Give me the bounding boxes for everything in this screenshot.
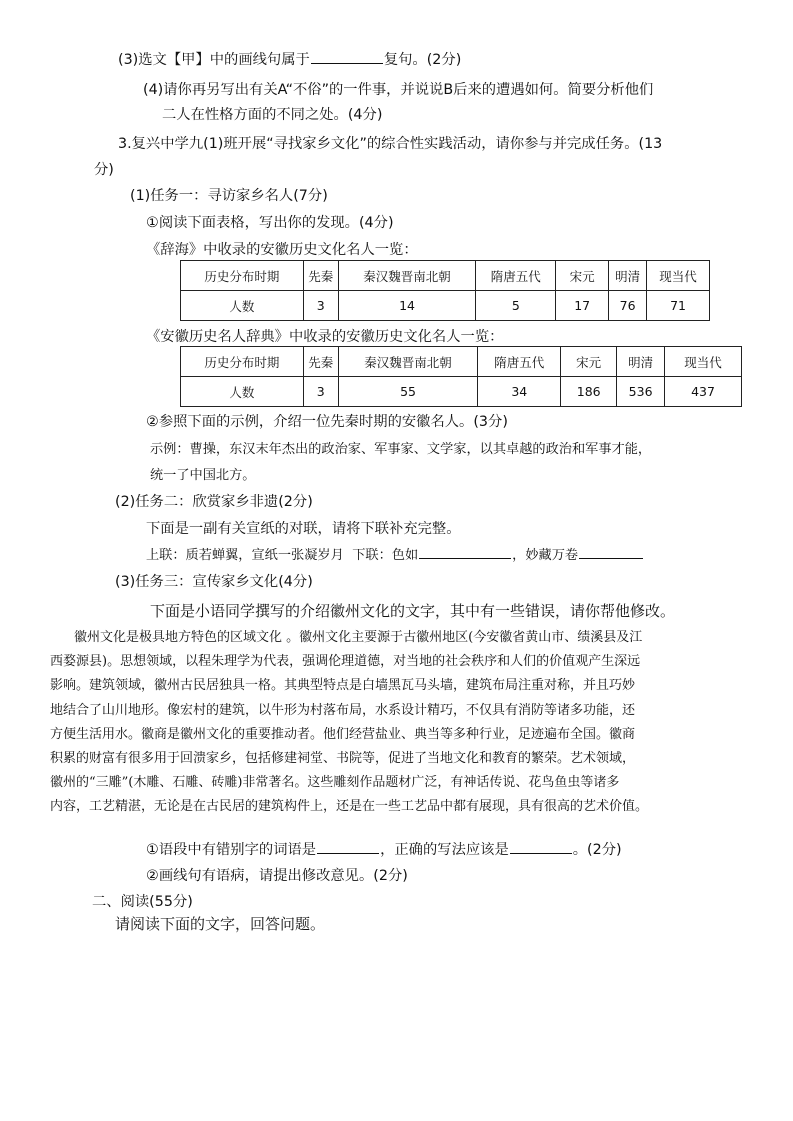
table-cell: 55 xyxy=(338,377,478,407)
example-line1: 示例：曹操，东汉末年杰出的政治家、军事家、文学家，以其卓越的政治和军事才能， xyxy=(150,442,652,457)
table-header-cell: 宋元 xyxy=(561,347,617,377)
table-header-cell: 隋唐五代 xyxy=(478,347,561,377)
table-cihai xyxy=(180,260,710,321)
table-cell: 人数 xyxy=(181,377,304,407)
table-header-cell: 隋唐五代 xyxy=(476,261,556,291)
table-cell: 71 xyxy=(647,291,710,321)
table-header-cell: 历史分布时期 xyxy=(181,347,304,377)
passage-line: 方便生活用水。徽商是徽州文化的重要推动者。他们经营盐业、典当等多种行业，足迹遍布全国。徽商 xyxy=(50,726,636,742)
task3-title: (3)任务三：宣传家乡文化(4分) xyxy=(115,574,313,590)
couplet-lower-prefix: 下联：色如 xyxy=(352,548,419,563)
table-cell: 3 xyxy=(303,377,338,407)
question-3-line2: 分) xyxy=(94,162,114,178)
task1-sub2: ②参照下面的示例，介绍一位先秦时期的安徽名人。(3分) xyxy=(146,414,508,430)
couplet-lower-suffix: ，妙藏万卷 xyxy=(512,548,579,563)
table-header-cell: 秦汉魏晋南北朝 xyxy=(338,261,476,291)
task1-sub1: ①阅读下面表格，写出你的发现。(4分) xyxy=(146,215,394,231)
answer-blank[interactable] xyxy=(311,62,383,64)
passage-line: 徽州的“三雕”(木雕、石雕、砖雕)非常著名。这些雕刻作品题材广泛，有神话传说、花鸟鱼虫等诸多 xyxy=(50,775,620,791)
table-header-row xyxy=(181,261,710,291)
question-3-4-line1: (4)请你再另写出有关A“不俗”的一件事，并说说B后来的遭遇如何。简要分析他们 xyxy=(143,82,654,98)
task3-desc: 下面是小语同学撰写的介绍徽州文化的文字，其中有一些错误，请你帮他修改。 xyxy=(150,602,676,620)
table-anhui-dictionary xyxy=(180,346,742,407)
table-header-cell: 先秦 xyxy=(303,261,338,291)
table-row xyxy=(181,377,742,407)
table-cell: 3 xyxy=(303,291,338,321)
table-header-cell: 明清 xyxy=(609,261,647,291)
passage-line: 影响。建筑领域，徽州古民居独具一格。其典型特点是白墙黑瓦马头墙，建筑布局注重对称，并且巧妙 xyxy=(50,678,636,694)
question-text: (3)选文【甲】中的画线句属于 xyxy=(118,52,310,68)
question-3-3 xyxy=(118,50,461,70)
question-3-4-line2: 二人在性格方面的不同之处。(4分) xyxy=(162,107,383,123)
couplet-tail-blank[interactable] xyxy=(579,557,643,559)
example-line2: 统一了中国北方。 xyxy=(150,468,256,483)
couplet-answer-blank[interactable] xyxy=(419,557,511,559)
table-header-cell: 历史分布时期 xyxy=(181,261,304,291)
question-3-line1: 3.复兴中学九(1)班开展“寻找家乡文化”的综合性实践活动，请你参与并完成任务。(13 xyxy=(118,136,663,152)
section2-title: 二、阅读(55分) xyxy=(92,894,193,910)
table-cell: 34 xyxy=(478,377,561,407)
typo-word-blank[interactable] xyxy=(317,852,379,854)
table1-caption: 《辞海》中收录的安徽历史文化名人一览： xyxy=(146,242,418,258)
table2-caption: 《安徽历史名人辞典》中收录的安徽历史文化名人一览： xyxy=(146,329,504,345)
passage-line: 内容，工艺精湛，无论是在古民居的建筑构件上，还是在一些工艺品中都有展现，具有很高的艺术价值。 xyxy=(50,799,649,815)
question-text: ①语段中有错别字的词语是 xyxy=(146,842,317,858)
table-header-row xyxy=(181,347,742,377)
table-cell: 14 xyxy=(338,291,476,321)
correct-word-blank[interactable] xyxy=(510,852,572,854)
passage-line: 徽州文化是极具地方特色的区域文化 。徽州文化主要源于古徽州地区(今安徽省黄山市、绩溪县及江 xyxy=(74,630,643,645)
passage-line: 积累的财富有很多用于回溃家乡，包括修建祠堂、书院等，促进了当地文化和教育的繁荣。艺术领域， xyxy=(50,751,636,767)
table-header-cell: 现当代 xyxy=(647,261,710,291)
task3-q1 xyxy=(146,840,622,860)
table-header-cell: 宋元 xyxy=(556,261,609,291)
table-cell: 人数 xyxy=(181,291,304,321)
task1-title: (1)任务一：寻访家乡名人(7分) xyxy=(130,188,328,204)
section2-instruction: 请阅读下面的文字，回答问题。 xyxy=(115,915,326,933)
table-cell: 186 xyxy=(561,377,617,407)
question-text: 复句。(2分) xyxy=(383,52,462,68)
table-header-cell: 秦汉魏晋南北朝 xyxy=(338,347,478,377)
couplet-upper: 上联：质若蝉翼，宣纸一张凝岁月 xyxy=(146,548,344,563)
table-header-cell: 现当代 xyxy=(665,347,742,377)
question-text: ，正确的写法应该是 xyxy=(380,842,509,858)
task3-q2: ②画线句有语病，请提出修改意见。(2分) xyxy=(146,868,408,884)
task2-title: (2)任务二：欣赏家乡非遗(2分) xyxy=(115,494,313,510)
table-header-cell: 先秦 xyxy=(303,347,338,377)
table-row xyxy=(181,291,710,321)
table-cell: 76 xyxy=(609,291,647,321)
huizhou-passage xyxy=(50,626,754,820)
passage-line: 西婺源县)。思想领域，以程朱理学为代表，强调伦理道德，对当地的社会秩序和人们的价值观产生深远 xyxy=(50,654,641,670)
table-cell: 5 xyxy=(476,291,556,321)
task2-desc: 下面是一副有关宣纸的对联，请将下联补充完整。 xyxy=(146,521,461,537)
passage-line: 地结合了山川地形。像宏村的建筑，以牛形为村落布局，水系设计精巧，不仅具有消防等诸多功能，还 xyxy=(50,702,636,718)
question-text: 。(2分) xyxy=(572,842,622,858)
table-header-cell: 明清 xyxy=(617,347,665,377)
table-cell: 17 xyxy=(556,291,609,321)
table-cell: 437 xyxy=(665,377,742,407)
couplet xyxy=(146,546,644,566)
table-cell: 536 xyxy=(617,377,665,407)
